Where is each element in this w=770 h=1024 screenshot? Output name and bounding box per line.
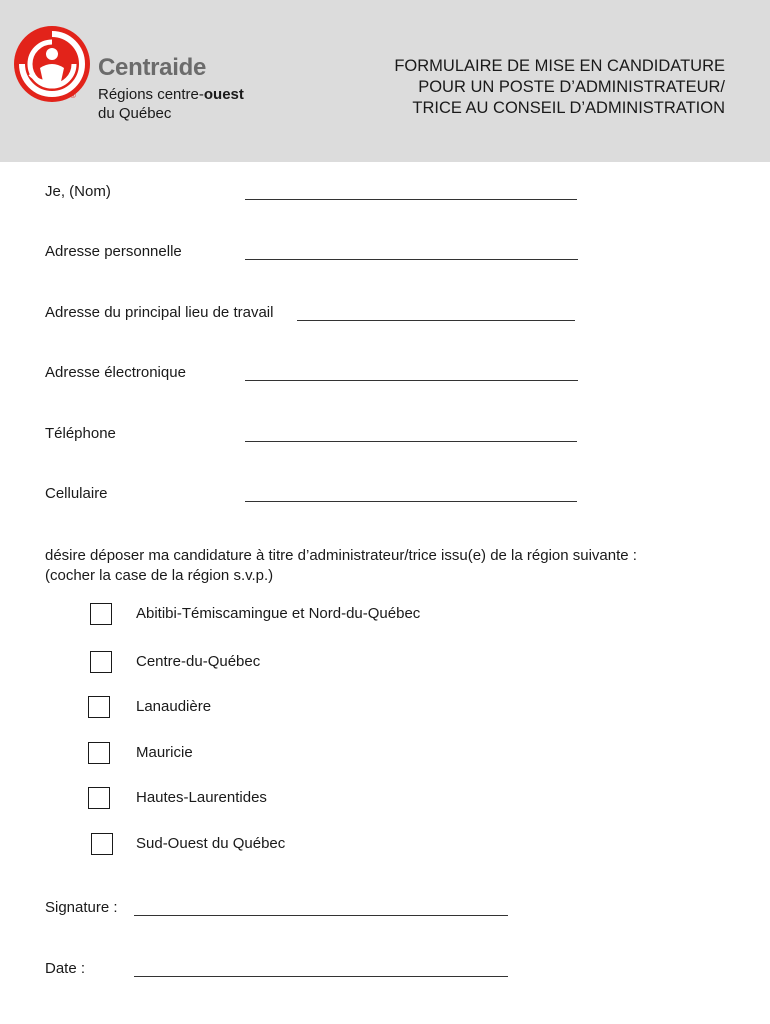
form-title: FORMULAIRE DE MISE EN CANDIDATURE POUR UN POSTE D’ADMINISTRATEUR/ TRICE AU CONSEIL D’ADMINISTRATION xyxy=(394,57,725,117)
region-checkbox[interactable] xyxy=(90,651,112,673)
work-address-label: Adresse du principal lieu de travail xyxy=(45,304,274,321)
date-field[interactable] xyxy=(134,976,508,977)
region-checkbox[interactable] xyxy=(88,742,110,764)
email-label: Adresse électronique xyxy=(45,364,186,381)
brand-subtitle-region: du Québec xyxy=(98,105,172,122)
home-address-label: Adresse personnelle xyxy=(45,243,182,260)
signature-field[interactable] xyxy=(134,915,508,916)
brand-subtitle: Régions centre-ouest xyxy=(98,86,244,103)
region-instructions: désire déposer ma candidature à titre d’administrateur/trice issu(e) de la région suivante : (cocher la case de la région s.v.p.) xyxy=(45,547,637,584)
cell-label: Cellulaire xyxy=(45,485,108,502)
cell-field[interactable] xyxy=(245,501,577,502)
email-field[interactable] xyxy=(245,380,578,381)
home-address-field[interactable] xyxy=(245,259,578,260)
centraide-logo-icon xyxy=(10,24,94,108)
phone-label: Téléphone xyxy=(45,425,116,442)
region-checkbox[interactable] xyxy=(91,833,113,855)
brand-name: Centraide xyxy=(98,54,206,81)
region-label: Mauricie xyxy=(136,744,193,761)
region-checkbox[interactable] xyxy=(90,603,112,625)
registered-mark: ® xyxy=(70,91,76,100)
region-label: Abitibi-Témiscamingue et Nord-du-Québec xyxy=(136,605,421,622)
region-label: Hautes-Laurentides xyxy=(136,789,267,806)
name-field[interactable] xyxy=(245,199,577,200)
signature-label: Signature : xyxy=(45,899,118,916)
date-label: Date : xyxy=(45,960,86,977)
region-checkbox[interactable] xyxy=(88,696,110,718)
region-label: Lanaudière xyxy=(136,698,212,715)
region-label: Sud-Ouest du Québec xyxy=(136,835,286,852)
name-label: Je, (Nom) xyxy=(45,183,111,200)
phone-field[interactable] xyxy=(245,441,577,442)
region-checkbox[interactable] xyxy=(88,787,110,809)
region-label: Centre-du-Québec xyxy=(136,653,261,670)
work-address-field[interactable] xyxy=(297,320,575,321)
form-header xyxy=(0,0,770,162)
